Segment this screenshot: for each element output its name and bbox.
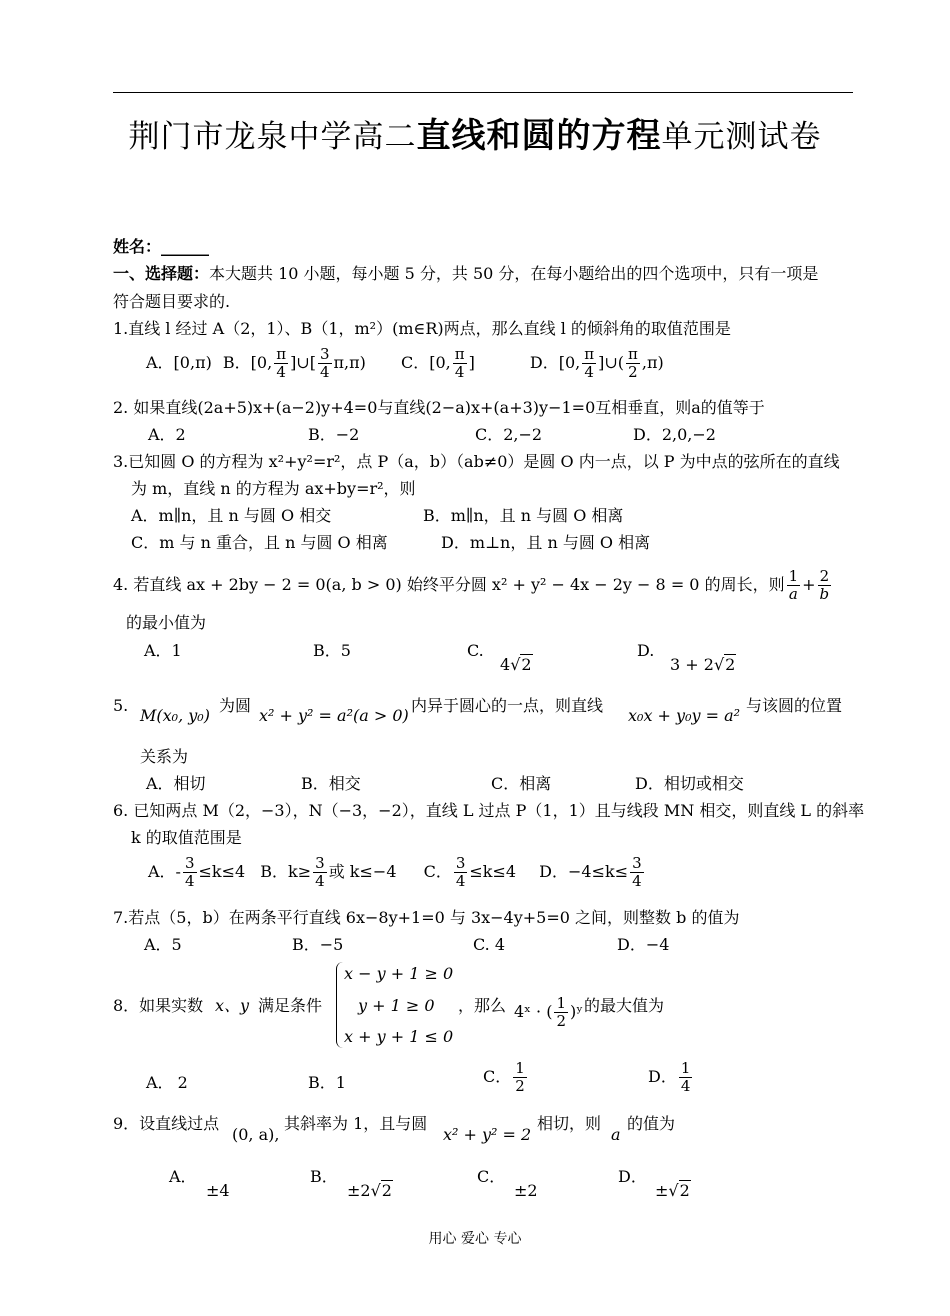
q4-option-c: C. xyxy=(467,641,484,660)
q4-stem: 4. 若直线 ax + 2by − 2 = 0(a, b > 0) 始终平分圆 x² + y² − 4x − 2y − 8 = 0 的周长，则 $\frac{1}{a}$ + $\frac{2}{b}$ xyxy=(113,567,830,603)
q3-option-c: C．m 与 n 重合，且 n 与圆 O 相离 xyxy=(131,533,388,552)
q2-option-a: A．2 xyxy=(148,425,186,444)
q6-option-b: B．k≥ $\frac{3}{4}$ 或 k≤−4 xyxy=(260,854,397,890)
q8-system-brace xyxy=(336,962,343,1048)
q7-option-b: B．−5 xyxy=(292,935,344,954)
q9-stem-c: 相切，则 xyxy=(537,1114,602,1133)
q8-condition-1: x − y + 1 ≥ 0 xyxy=(344,964,454,983)
q3-stem-line1: 3.已知圆 O 的方程为 x²+y²=r²，点 P（a，b）（ab≠0）是圆 O 内一点，以 P 为中点的弦所在的直线 xyxy=(113,452,840,471)
q2-stem: 2. 如果直线(2a+5)x+(a−2)y+4=0与直线(2−a)x+(a+3)y−1=0互相垂直，则a的值等于 xyxy=(113,398,765,417)
section1-desc xyxy=(113,263,818,285)
q6-option-a: A．- $\frac{3}{4}$ ≤k≤4 xyxy=(148,854,246,890)
q5-option-d: D．相切或相交 xyxy=(635,774,744,793)
q9-option-a-value: ±4 xyxy=(206,1181,230,1200)
q9-stem-a: 9．设直线过点 xyxy=(113,1114,220,1133)
q4-option-c-value: 4√2 xyxy=(500,655,532,674)
q8-option-d: D． $\frac{1}{4}$ xyxy=(648,1059,691,1095)
q9-stem-d: 的值为 xyxy=(627,1114,676,1133)
q5-stem-c: 内异于圆心的一点，则直线 xyxy=(411,696,604,715)
q5-option-a: A．相切 xyxy=(146,774,206,793)
q9-option-a: A． xyxy=(169,1167,197,1186)
q9-option-d: D． xyxy=(618,1167,647,1186)
q1-options xyxy=(146,346,664,381)
q4-option-d: D. xyxy=(637,641,655,660)
q6-stem-line2: k 的取值范围是 xyxy=(131,828,242,847)
q1-stem: 1.直线 l 经过 A（2，1）、B（1，m²）(m∈R)两点，那么直线 l 的倾斜角的取值范围是 xyxy=(113,319,731,338)
q5-line-expr: x₀x + y₀y = a² xyxy=(628,706,741,725)
q5-point-expr: M(x₀, y₀) xyxy=(140,706,210,725)
q8-option-a: A． 2 xyxy=(146,1073,188,1092)
q7-option-d: D．−4 xyxy=(617,935,670,954)
name-field-label: 姓名：______ xyxy=(113,237,210,256)
q8-expression: 4ˣ · ( $\frac{1}{2}$ )ʸ xyxy=(514,994,584,1030)
q9-option-b: B． xyxy=(310,1167,338,1186)
q5-option-b: B．相交 xyxy=(301,774,361,793)
title-bold: 直线和圆的方程 xyxy=(416,116,662,156)
q7-option-a: A．5 xyxy=(144,935,182,954)
q2-option-b: B．−2 xyxy=(308,425,360,444)
q4-option-a: A．1 xyxy=(144,641,182,660)
q7-option-c: C. 4 xyxy=(473,935,506,954)
q9-point: (0, a), xyxy=(232,1125,280,1144)
q8-stem-a: 8．如果实数 xyxy=(113,996,204,1015)
q5-circle-expr: x² + y² = a²(a > 0) xyxy=(259,706,409,725)
q8-option-c: C． $\frac{1}{2}$ xyxy=(483,1059,525,1095)
q4-stem-line2: 的最小值为 xyxy=(126,613,207,632)
q9-option-b-value: ±2√2 xyxy=(347,1181,392,1200)
q3-option-d: D．m⊥n，且 n 与圆 O 相离 xyxy=(441,533,651,552)
header-rule xyxy=(113,92,853,93)
q8-condition-2: y + 1 ≥ 0 xyxy=(358,996,435,1015)
q6-option-c: C． $\frac{3}{4}$ ≤k≤4 xyxy=(423,854,517,890)
page-title xyxy=(0,108,950,157)
q3-option-b: B．m∥n，且 n 与圆 O 相离 xyxy=(423,506,624,525)
q8-vars: x、y xyxy=(215,996,250,1015)
q9-option-c: C． xyxy=(477,1167,506,1186)
section1-heading: 一、选择题： xyxy=(113,264,210,283)
q5-label: 5. xyxy=(113,696,129,715)
q2-option-c: C．2,−2 xyxy=(475,425,543,444)
page-footer: 用心 爱心 专心 xyxy=(428,1231,522,1247)
q5-stem-b: 为圆 xyxy=(219,696,252,715)
title-prefix: 荆门市龙泉中学高二 xyxy=(128,119,417,155)
q5-stem-line2: 关系为 xyxy=(140,747,189,766)
q5-option-c: C．相离 xyxy=(491,774,552,793)
q6-stem-line1: 6. 已知两点 M（2，−3），N（−3，−2），直线 L 过点 P（1，1）且与线段 MN 相交，则直线 L 的斜率 xyxy=(113,801,865,820)
q1-option-b: B．[0, $\frac{\pi}{4}$ ]∪[ $\frac{3}{4}$ π,π) xyxy=(222,345,366,381)
title-suffix: 单元测试卷 xyxy=(661,119,822,155)
q8-stem-b: 满足条件 xyxy=(258,996,323,1015)
q4-option-b: B．5 xyxy=(313,641,351,660)
q9-stem-b: 其斜率为 1，且与圆 xyxy=(284,1114,428,1133)
q1-option-a: A．[0,π) xyxy=(146,353,212,372)
q1-option-c: C．[0, $\frac{\pi}{4}$ ] xyxy=(400,345,475,381)
q9-var: a xyxy=(611,1125,621,1144)
q9-circle: x² + y² = 2 xyxy=(443,1125,532,1144)
q7-stem: 7.若点（5，b）在两条平行直线 6x−8y+1=0 与 3x−4y+5=0 之间，则整数 b 的值为 xyxy=(113,908,740,927)
q2-option-d: D．2,0,−2 xyxy=(633,425,716,444)
section1-desc-line2: 符合题目要求的. xyxy=(113,292,231,311)
q6-option-d: D．−4≤k≤ $\frac{3}{4}$ xyxy=(539,854,642,890)
q5-stem-d: 与该圆的位置 xyxy=(746,696,843,715)
q1-option-d: D．[0, $\frac{\pi}{4}$ ]∪( $\frac{\pi}{2}$ ,π) xyxy=(529,345,664,381)
q4-option-d-value: 3 + 2√2 xyxy=(670,655,736,674)
q8-option-b: B．1 xyxy=(308,1073,346,1092)
q3-stem-line2: 为 m，直线 n 的方程为 ax+by=r²，则 xyxy=(131,479,416,498)
q9-option-d-value: ±√2 xyxy=(655,1181,690,1200)
q9-option-c-value: ±2 xyxy=(514,1181,538,1200)
q8-stem-c: ，那么 xyxy=(458,996,507,1015)
section1-desc-line1: 本大题共 10 小题，每小题 5 分，共 50 分，在每小题给出的四个选项中，只有一项是 xyxy=(209,264,819,283)
q3-option-a: A．m∥n，且 n 与圆 O 相交 xyxy=(131,506,332,525)
q8-condition-3: x + y + 1 ≤ 0 xyxy=(344,1027,454,1046)
q6-options xyxy=(148,855,646,890)
q8-stem-d: 的最大值为 xyxy=(584,996,665,1015)
